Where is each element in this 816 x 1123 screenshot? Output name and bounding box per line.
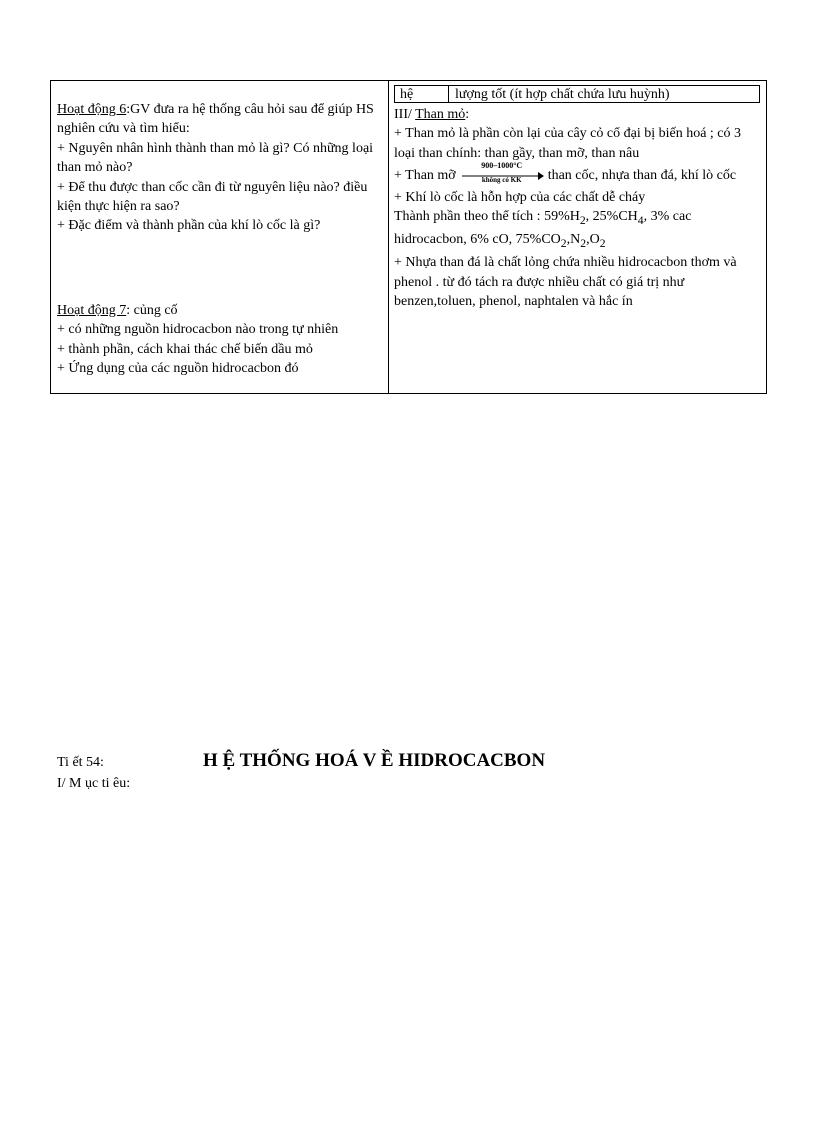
question-1: + Nguyên nhân hình thành than mỏ là gì? Có những loại than mỏ nào? bbox=[57, 140, 374, 176]
reaction-arrow bbox=[460, 161, 544, 185]
content-column bbox=[394, 85, 762, 312]
paragraph-composition: Thành phần theo thể tích : $59\%H_2$, $25\%CH_4$, 3% cac hidrocacbon, 6% cO, $75\%CO_2,N_2,O_2$ bbox=[394, 209, 692, 251]
section-heading: III/ Than mỏ: bbox=[394, 107, 470, 122]
activity-7-text: : củng cố bbox=[126, 302, 178, 318]
objectives-heading: I/ M ục ti êu: bbox=[57, 776, 131, 791]
activity-7-label: Hoạt động 7 bbox=[57, 302, 127, 318]
question-2: + Để thu được than cốc cần đi từ nguyên liệu nào? điều kiện thực hiện ra sao? bbox=[57, 179, 368, 215]
reaction-condition-top: 900–1000°C bbox=[481, 161, 523, 171]
activity-6-text: :GV đưa ra hệ thống câu hỏi sau để giúp HS nghiên cứu và tìm hiểu: bbox=[57, 102, 374, 137]
review-3: + Ứng dụng của các nguồn hidrocacbon đó bbox=[57, 361, 299, 377]
section-title: Than mỏ bbox=[415, 107, 466, 122]
reaction-condition-bottom: không có KK bbox=[481, 176, 522, 185]
lesson-number: Ti ết 54: bbox=[57, 755, 104, 770]
paragraph-coking: + Than mỡ 900–1000°C không có KK than cốc, nhựa than đá, khí lò cốc bbox=[394, 161, 737, 185]
continued-table-row bbox=[394, 85, 760, 103]
column-divider bbox=[388, 81, 389, 393]
activity-6-label: Hoạt động 6 bbox=[57, 102, 127, 117]
teacher-activity-column bbox=[57, 100, 383, 378]
continued-cell-1: hệ bbox=[395, 86, 449, 102]
activity-7 bbox=[57, 301, 383, 320]
continued-cell-2: lượng tốt (ít hợp chất chứa lưu huỳnh) bbox=[455, 87, 670, 102]
lesson-title: H Ệ THỐNG HOÁ V Ề HIDROCACBON bbox=[203, 750, 546, 771]
paragraph-coal-types: + Than mỏ là phần còn lại của cây cỏ cổ đại bị biến hoá ; có 3 loại than chính: than gầy, than mỡ, than nâu bbox=[394, 126, 742, 161]
question-3: + Đặc điểm và thành phần của khí lò cốc là gì? bbox=[57, 218, 321, 234]
review-1: + có những nguồn hidrocacbon nào trong tự nhiên bbox=[57, 322, 339, 338]
activity-6 bbox=[57, 100, 383, 139]
review-2: + thành phần, cách khai thác chế biến dầu mỏ bbox=[57, 341, 313, 357]
lesson-table bbox=[50, 80, 767, 394]
paragraph-coal-tar: + Nhựa than đá là chất lỏng chứa nhiều hidrocacbon thơm và phenol . từ đó tách ra được nhiều chất có giá trị như benzen,toluen, phenol, naphtalen và hắc ín bbox=[394, 255, 737, 310]
paragraph-coke-gas: + Khí lò cốc là hỗn hợp của các chất dễ cháy bbox=[394, 189, 646, 205]
